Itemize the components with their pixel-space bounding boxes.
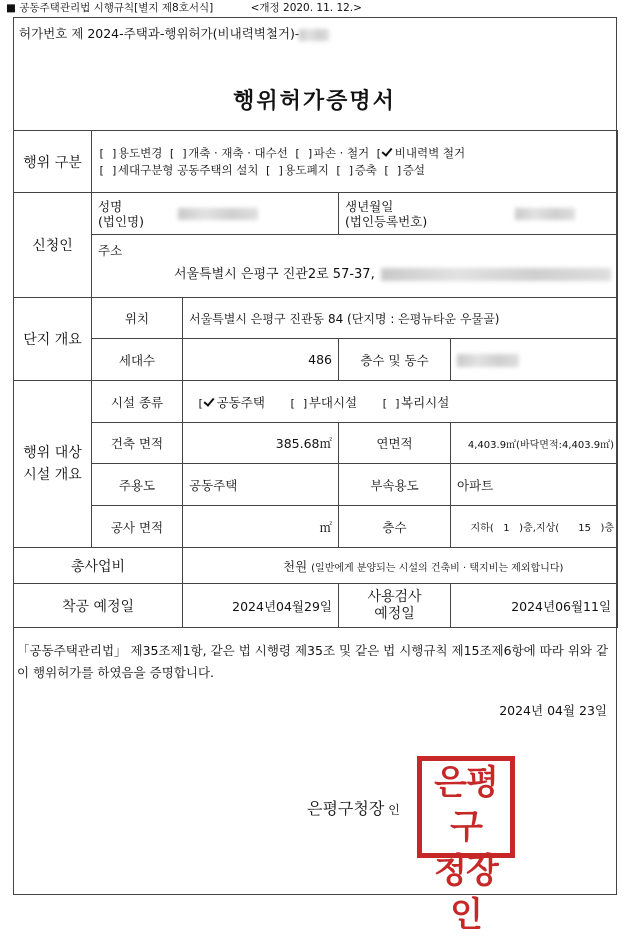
households-label: 세대수 [92, 339, 183, 381]
option-3 [375, 146, 465, 160]
floors-buildings-value [451, 339, 618, 381]
inspection-date-value: 2024년06월11일 [451, 584, 618, 628]
option-1 [168, 146, 288, 160]
work-area-label: 공사 면적 [92, 506, 183, 548]
total-cost-label: 총사업비 [14, 548, 183, 584]
applicant-birth-cell [339, 193, 618, 235]
option-0 [98, 146, 162, 160]
start-date-label: 착공 예정일 [14, 584, 183, 628]
option-label: 용도폐지 [284, 162, 329, 177]
issuer-seal-mark: 인 [388, 803, 400, 817]
option-0 [98, 163, 259, 177]
total-cost-value: 천원 [283, 558, 308, 574]
option-label: 파손 · 철거 [313, 145, 370, 160]
start-date-value: 2024년04월29일 [183, 584, 339, 628]
empty-box-icon: [ ] [381, 396, 401, 410]
complex-row-2 [14, 339, 618, 381]
complex-row-1 [14, 298, 618, 339]
sub-use-value: 아파트 [451, 464, 618, 506]
option-2 [294, 146, 369, 160]
total-cost-row [14, 548, 618, 584]
option-label: 비내력벽 철거 [394, 145, 466, 160]
bracket-open: [ [197, 396, 204, 410]
option-2 [381, 395, 449, 410]
work-area-value: ㎡ [183, 506, 339, 548]
facility-label: 행위 대상 시설 개요 [14, 381, 92, 548]
redacted-name [178, 208, 258, 220]
permit-number [19, 24, 329, 42]
seal-text-line-1: 은평구 [434, 763, 498, 847]
applicant-address [174, 263, 611, 282]
option-label: 복리시설 [401, 394, 450, 410]
option-label: 용도변경 [117, 145, 163, 160]
applicant-name-cell [92, 193, 339, 235]
total-cost-note: (일반에게 분양되는 시설의 건축비 · 택지비는 제외합니다) [311, 562, 564, 574]
redacted-birth [515, 208, 575, 220]
option-label: 공동주택 [216, 394, 265, 410]
activity-type-line-1 [98, 145, 611, 162]
option-0 [197, 395, 265, 410]
applicant-label: 신청인 [14, 193, 92, 298]
issue-date: 2024년 04월 23일 [499, 703, 607, 718]
applicant-name-label: 성명 (법인명) [98, 198, 144, 229]
facility-floors-value: 지하( 1 )층,지상( 15 )층 [451, 506, 618, 548]
households-value: 486 [183, 339, 339, 381]
location-label: 위치 [92, 298, 183, 339]
option-1 [265, 163, 329, 177]
inspection-date-label: 사용검사 예정일 [339, 584, 451, 628]
applicant-address-label: 주소 [98, 243, 123, 258]
bracket-open: [ [375, 146, 382, 160]
applicant-birth-label: 생년월일 (법인등록번호) [345, 198, 428, 229]
main-use-label: 주용도 [92, 464, 183, 506]
option-3 [383, 163, 425, 177]
facility-type-options [183, 381, 618, 423]
option-label: 세대구분형 공동주택의 설치 [117, 162, 259, 177]
seal-text-line-2: 청장인 [434, 851, 498, 935]
facility-row-4 [14, 506, 618, 548]
empty-box-icon: [ ] [98, 146, 118, 160]
activity-type-line-2 [98, 162, 611, 179]
form-header [6, 0, 362, 16]
building-area-label: 건축 면적 [92, 423, 183, 464]
schedule-row [14, 584, 618, 628]
certification-statement: 「공동주택관리법」 제35조제1항, 같은 법 시행령 제35조 및 같은 법 시행규칙 제15조제6항에 따라 위와 같이 행위허가를 하였음을 증명합니다. [17, 643, 609, 680]
empty-box-icon: [ ] [264, 163, 285, 177]
permit-number-text: 허가번호 제 2024-주택과-행위허가(비내력벽철거)- [19, 26, 300, 41]
empty-box-icon: [ ] [334, 163, 355, 177]
facility-type-label: 시설 종류 [92, 381, 183, 423]
main-use-value: 공동주택 [183, 464, 339, 506]
complex-label: 단지 개요 [14, 298, 92, 381]
redacted-floors [457, 354, 519, 367]
option-2 [335, 163, 377, 177]
empty-box-icon: [ ] [293, 146, 314, 160]
facility-row-2 [14, 423, 618, 464]
facility-row-3 [14, 464, 618, 506]
floors-buildings-label: 층수 및 동수 [339, 339, 451, 381]
revision-date: <개정 2020. 11. 12.> [250, 2, 362, 14]
applicant-address-cell [92, 235, 618, 298]
option-label: 증설 [402, 162, 425, 177]
applicant-address-value: 서울특별시 은평구 진관2로 57-37, [174, 267, 375, 282]
total-area-label: 연면적 [339, 423, 451, 464]
issuer-signature [307, 796, 400, 819]
option-1 [289, 395, 357, 410]
official-seal [417, 756, 515, 935]
total-area-value: 4,403.9㎡(바닥면적:4,403.9㎡) [451, 423, 618, 464]
facility-floors-label: 층수 [339, 506, 451, 548]
applicant-row-2 [14, 235, 618, 298]
facility-row-1 [14, 381, 618, 423]
checkmark-icon [204, 397, 215, 408]
document-title: 행위허가증명서 [233, 89, 396, 114]
sub-use-label: 부속용도 [339, 464, 451, 506]
option-label: 개축 · 재축 · 대수선 [188, 145, 288, 160]
location-value: 서울특별시 은평구 진관동 84 (단지명 : 은평뉴타운 우물골) [183, 298, 618, 339]
empty-box-icon: [ ] [168, 146, 189, 160]
option-label: 증축 [354, 162, 377, 177]
permit-table [13, 130, 618, 628]
form-reference: ■ 공동주택관리법 시행규칙[별지 제8호서식] [6, 2, 214, 14]
option-label: 부대시설 [308, 394, 358, 410]
issuer-name: 은평구청장 [307, 799, 385, 818]
activity-type-options [92, 131, 618, 193]
empty-box-icon: [ ] [288, 396, 309, 410]
checkmark-icon [382, 147, 393, 158]
building-area-value: 385.68㎡ [183, 423, 339, 464]
activity-type-label: 행위 구분 [14, 131, 92, 193]
redacted-address [381, 268, 611, 281]
empty-box-icon: [ ] [98, 163, 118, 177]
total-cost-cell [183, 548, 618, 584]
empty-box-icon: [ ] [382, 163, 403, 177]
applicant-row-1 [14, 193, 618, 235]
activity-type-row [14, 131, 618, 193]
redacted-block [299, 29, 329, 41]
